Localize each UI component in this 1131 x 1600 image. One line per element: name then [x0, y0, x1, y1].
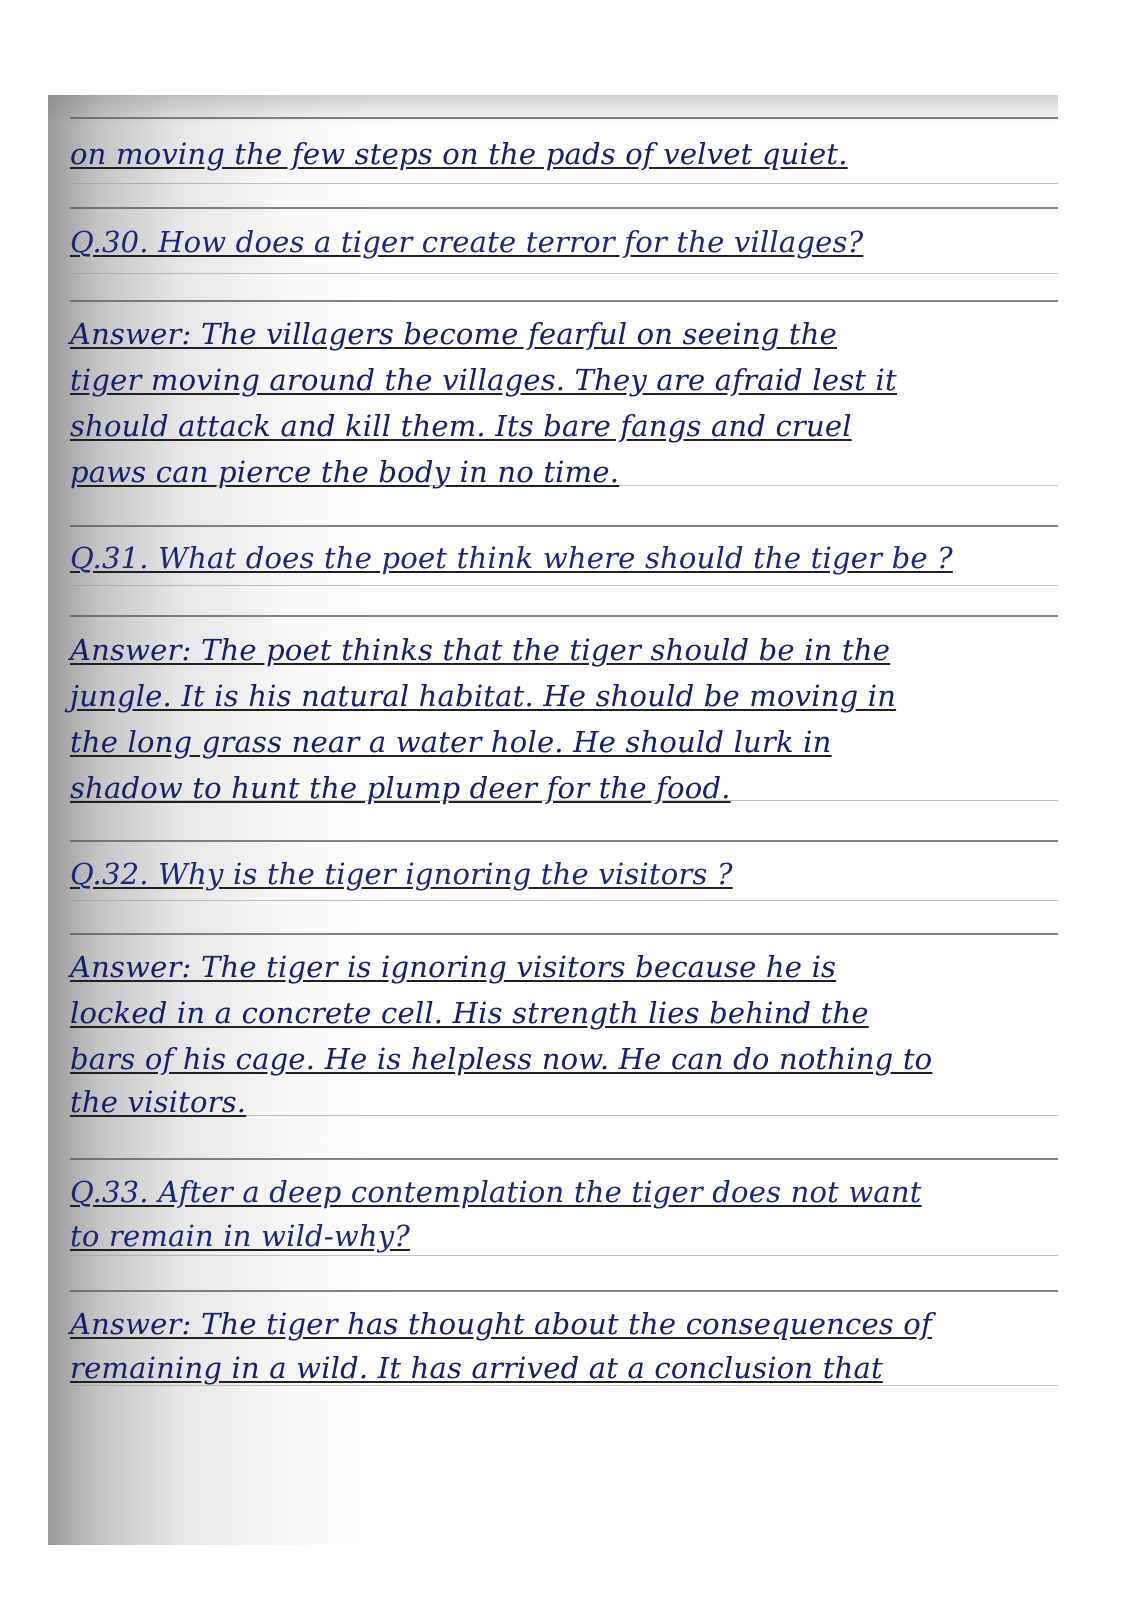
ruled-line	[70, 1385, 1058, 1386]
answer-31-line-2: jungle. It is his natural habitat. He should be moving in	[70, 679, 897, 713]
ruled-line	[70, 273, 1058, 274]
question-30: Q.30. How does a tiger create terror for the villages?	[70, 225, 864, 259]
ruled-line	[70, 525, 1058, 527]
answer-31-line-1: Answer: The poet thinks that the tiger should be in the	[70, 633, 891, 667]
ruled-line	[70, 900, 1058, 901]
answer-32-line-4: the visitors.	[70, 1085, 247, 1119]
ruled-line	[70, 300, 1058, 302]
answer-31-line-3: the long grass near a water hole. He should lurk in	[70, 725, 832, 759]
answer-30-line-3: should attack and kill them. Its bare fangs and cruel	[70, 409, 852, 443]
ruled-line	[70, 117, 1058, 119]
question-32: Q.32. Why is the tiger ignoring the visitors ?	[70, 857, 733, 891]
answer-33-line-2: remaining in a wild. It has arrived at a conclusion that	[70, 1351, 883, 1385]
ruled-line	[70, 840, 1058, 842]
answer-32-line-3: bars of his cage. He is helpless now. He can do nothing to	[70, 1042, 933, 1076]
answer-33-line-1: Answer: The tiger has thought about the consequences of	[70, 1307, 932, 1341]
answer-30-line-2: tiger moving around the villages. They are afraid lest it	[70, 363, 897, 397]
ruled-line	[70, 585, 1058, 586]
answer-32-line-1: Answer: The tiger is ignoring visitors because he is	[70, 950, 837, 984]
answer-31-line-4: shadow to hunt the plump deer for the food.	[70, 771, 731, 805]
question-33-line-2: to remain in wild-why?	[70, 1219, 411, 1253]
ruled-line	[70, 933, 1058, 935]
answer-line: on moving the few steps on the pads of velvet quiet.	[70, 137, 848, 171]
notebook-page	[48, 95, 1058, 1545]
question-33-line-1: Q.33. After a deep contemplation the tiger does not want	[70, 1175, 922, 1209]
ruled-line	[70, 183, 1058, 184]
ruled-line	[70, 1290, 1058, 1292]
ruled-line	[70, 615, 1058, 617]
answer-30-line-1: Answer: The villagers become fearful on seeing the	[70, 317, 837, 351]
answer-30-line-4: paws can pierce the body in no time.	[70, 455, 620, 489]
ruled-line	[70, 207, 1058, 209]
ruled-line	[70, 1158, 1058, 1160]
ruled-line	[70, 1255, 1058, 1256]
question-31: Q.31. What does the poet think where should the tiger be ?	[70, 541, 953, 575]
answer-32-line-2: locked in a concrete cell. His strength lies behind the	[70, 996, 869, 1030]
